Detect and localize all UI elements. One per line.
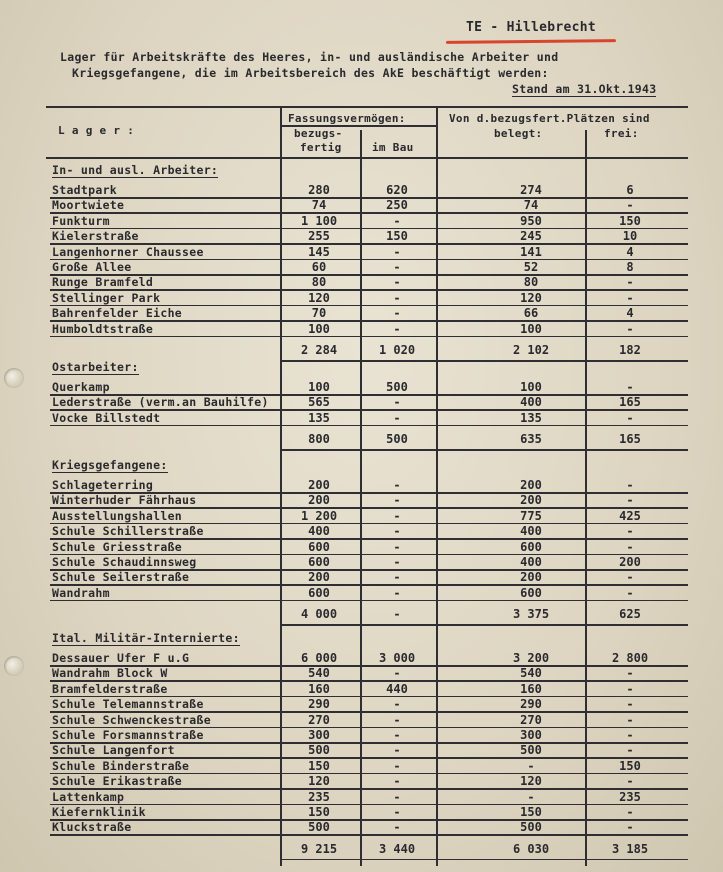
camp-name: Lattenkamp (52, 789, 125, 804)
ready-value: 100 (308, 321, 330, 336)
free-value: - (626, 290, 634, 305)
total-rule (280, 624, 688, 626)
ready-value: 120 (308, 290, 330, 305)
camp-name: Schule Schillerstraße (52, 524, 204, 539)
occupied-value: 120 (520, 774, 542, 789)
construction-value: - (393, 666, 401, 681)
occupied-value: 200 (520, 493, 542, 508)
construction-value: - (393, 585, 401, 600)
free-value: - (626, 805, 634, 819)
construction-value: - (393, 275, 401, 290)
occupied-value: 274 (520, 183, 542, 197)
free-value: 10 (622, 229, 638, 244)
table-top-rule (46, 106, 688, 108)
camp-name: Schule Seilerstraße (52, 570, 190, 585)
free-header: frei: (604, 127, 639, 140)
camp-name: Stellinger Park (52, 290, 161, 305)
total-occupied: 2 102 (512, 343, 550, 357)
construction-value: - (393, 306, 401, 321)
camp-name: Humboldtstraße (52, 321, 154, 336)
construction-value: 440 (386, 681, 408, 696)
occupied-value: - (527, 758, 535, 773)
free-value: 425 (619, 508, 641, 523)
construction-value: - (393, 774, 401, 789)
occupied-value: 540 (520, 666, 542, 681)
camp-name: Winterhuder Fährhaus (52, 493, 197, 508)
camp-name: Runge Bramfeld (52, 275, 154, 290)
occupied-value: 290 (520, 697, 542, 712)
construction-value: - (393, 290, 401, 305)
construction-value: - (393, 820, 401, 835)
capacity-header: Fassungsvermögen: (288, 112, 406, 125)
occupied-value: 3 200 (512, 651, 550, 665)
construction-value: 620 (386, 183, 408, 197)
construction-value: 500 (386, 380, 408, 394)
camp-name: Schule Schaudinnsweg (52, 555, 197, 569)
occupied-value: 500 (520, 820, 542, 835)
camp-name: Wandrahm Block W (52, 666, 168, 681)
col-rule-occupied (436, 106, 438, 866)
camp-name: Schlageterring (52, 478, 154, 492)
camp-name: Querkamp (52, 380, 110, 394)
occupied-value: 600 (520, 539, 542, 554)
report-date: Stand am 31.Okt.1943 (512, 82, 657, 96)
construction-value: - (393, 789, 401, 804)
section-title: Ostarbeiter: (52, 360, 139, 374)
occupied-value: 400 (520, 395, 542, 410)
construction-value: 3 000 (378, 651, 416, 665)
total-rule (280, 449, 688, 451)
total-rule (280, 360, 688, 362)
construction-value: 150 (386, 229, 408, 244)
ready-value: 200 (308, 493, 330, 508)
camp-name: Funkturm (52, 213, 110, 228)
punch-hole (4, 368, 24, 388)
ready-value: 270 (308, 712, 330, 727)
camp-name: Bramfelderstraße (52, 681, 168, 696)
construction-value: - (393, 478, 401, 492)
occupied-value: - (527, 789, 535, 804)
construction-value: - (393, 524, 401, 539)
construction-value: - (393, 410, 401, 425)
free-value: - (626, 820, 634, 835)
camp-name: Wandrahm (52, 585, 110, 600)
construction-value: - (393, 570, 401, 585)
free-value: - (626, 728, 634, 742)
free-value: 4 (626, 244, 634, 259)
occupied-value: 200 (520, 570, 542, 585)
ready-value: 255 (308, 229, 330, 244)
occupied-value: 400 (520, 524, 542, 539)
ready-header-1: bezugs- (294, 127, 343, 140)
construction-value: - (393, 697, 401, 712)
camp-name: Schule Telemannstraße (52, 697, 204, 712)
total-free: 625 (619, 607, 641, 622)
occupied-value: 500 (520, 743, 542, 758)
free-value: - (626, 524, 634, 539)
construction-header: im Bau (372, 141, 414, 154)
free-value: - (626, 774, 634, 789)
ready-value: 100 (308, 380, 330, 394)
ready-value: 600 (308, 555, 330, 569)
free-value: - (626, 198, 634, 213)
construction-value: - (393, 712, 401, 727)
free-value: - (626, 743, 634, 758)
occupied-value: 300 (520, 728, 542, 742)
free-value: 150 (619, 213, 641, 228)
total-rule (280, 859, 688, 861)
camp-name: Schule Griesstraße (52, 539, 183, 554)
construction-value: - (393, 244, 401, 259)
col-rule-free (585, 130, 587, 866)
total-occupied: 635 (520, 432, 542, 447)
camp-name: Kiefernklinik (52, 805, 146, 819)
ready-value: 300 (308, 728, 330, 742)
occupied-value: 66 (523, 306, 539, 321)
free-value: 6 (626, 183, 634, 197)
occupied-value: 74 (523, 198, 539, 213)
ready-value: 80 (311, 275, 327, 290)
occupied-value: 600 (520, 585, 542, 600)
ready-value: 565 (308, 395, 330, 410)
free-value: - (626, 681, 634, 696)
ready-value: 160 (308, 681, 330, 696)
total-ready: 2 284 (300, 343, 338, 357)
free-value: - (626, 570, 634, 585)
document-tag: TE - Hillebrecht (466, 20, 597, 35)
free-value: - (626, 380, 634, 394)
free-value: 165 (619, 395, 641, 410)
occupied-value: 52 (523, 260, 539, 274)
ready-value: 600 (308, 539, 330, 554)
total-construction: - (393, 607, 401, 622)
construction-value: - (393, 321, 401, 336)
total-ready: 800 (308, 432, 330, 447)
section-title: Kriegsgefangene: (52, 458, 168, 472)
ready-value: 150 (308, 805, 330, 819)
occupied-value: 950 (520, 213, 542, 228)
section-title: Ital. Militär-Internierte: (52, 631, 240, 645)
occupied-value: 150 (520, 805, 542, 819)
occupied-value: 135 (520, 410, 542, 425)
ready-value: 500 (308, 743, 330, 758)
camp-name: Große Allee (52, 260, 132, 274)
construction-value: 250 (386, 198, 408, 213)
occupied-value: 245 (520, 229, 542, 244)
total-ready: 9 215 (300, 841, 338, 856)
free-value: - (626, 697, 634, 712)
construction-value: - (393, 555, 401, 569)
camp-name: Kluckstraße (52, 820, 132, 835)
occupied-value: 270 (520, 712, 542, 727)
free-value: - (626, 666, 634, 681)
title-line-1: Lager für Arbeitskräfte des Heeres, in- und ausländische Arbeiter und (60, 50, 559, 64)
ready-value: 120 (308, 774, 330, 789)
ready-value: 60 (311, 260, 327, 274)
camp-name: Ausstellungshallen (52, 508, 183, 523)
ready-value: 290 (308, 697, 330, 712)
total-occupied: 6 030 (512, 841, 550, 856)
occupied-value: 80 (523, 275, 539, 290)
free-value: - (626, 712, 634, 727)
construction-value: - (393, 539, 401, 554)
construction-value: - (393, 213, 401, 228)
ready-value: 600 (308, 585, 330, 600)
camp-name: Vocke Billstedt (52, 410, 161, 425)
construction-value: - (393, 508, 401, 523)
camp-name: Moortwiete (52, 198, 125, 213)
ready-value: 6 000 (300, 651, 338, 665)
construction-value: - (393, 395, 401, 410)
col-rule-ready (280, 106, 282, 866)
capacity-sub-rule (280, 125, 436, 127)
ready-value: 1 200 (300, 508, 338, 523)
ready-value: 70 (311, 306, 327, 321)
total-occupied: 3 375 (512, 607, 550, 622)
ready-value: 400 (308, 524, 330, 539)
construction-value: - (393, 758, 401, 773)
ready-value: 145 (308, 244, 330, 259)
row-rule (50, 600, 688, 602)
row-rule (50, 425, 688, 427)
total-free: 182 (619, 343, 641, 357)
ready-value: 500 (308, 820, 330, 835)
total-free: 3 185 (611, 841, 649, 856)
free-value: 4 (626, 306, 634, 321)
occupied-value: 400 (520, 555, 542, 569)
ready-header-2: fertig (300, 141, 342, 154)
construction-value: - (393, 493, 401, 508)
section-title: In- und ausl. Arbeiter: (52, 163, 219, 177)
punch-hole (4, 656, 24, 676)
camp-name: Lederstraße (verm.an Bauhilfe) (52, 395, 269, 410)
free-value: - (626, 585, 634, 600)
row-rule (50, 336, 688, 338)
free-value: 200 (619, 555, 641, 569)
occupied-value: 200 (520, 478, 542, 492)
free-value: 8 (626, 260, 634, 274)
free-value: - (626, 539, 634, 554)
total-construction: 3 440 (378, 841, 416, 856)
occupied-header: belegt: (494, 127, 543, 140)
camp-name: Langenhorner Chaussee (52, 244, 204, 259)
occupied-value: 100 (520, 321, 542, 336)
camp-name: Schule Binderstraße (52, 758, 190, 773)
camp-name: Kielerstraße (52, 229, 139, 244)
camp-name: Schule Forsmannstraße (52, 728, 204, 742)
red-underline (446, 39, 616, 44)
ready-value: 1 100 (300, 213, 338, 228)
free-value: - (626, 478, 634, 492)
camp-name: Schule Langenfort (52, 743, 175, 758)
occupied-value: 160 (520, 681, 542, 696)
ready-value: 235 (308, 789, 330, 804)
ready-value: 150 (308, 758, 330, 773)
free-value: 2 800 (611, 651, 649, 665)
occupied-value: 775 (520, 508, 542, 523)
occupancy-header: Von d.bezugsfert.Plätzen sind (449, 112, 650, 125)
ready-value: 280 (308, 183, 330, 197)
camp-name: Dessauer Ufer F u.G (52, 651, 190, 665)
total-construction: 1 020 (378, 343, 416, 357)
ready-value: 74 (311, 198, 327, 213)
ready-value: 200 (308, 570, 330, 585)
lager-header: L a g e r : (58, 124, 135, 137)
construction-value: - (393, 728, 401, 742)
occupied-value: 141 (520, 244, 542, 259)
occupied-value: 100 (520, 380, 542, 394)
ready-value: 540 (308, 666, 330, 681)
total-ready: 4 000 (300, 607, 338, 622)
free-value: - (626, 275, 634, 290)
header-bottom-rule (46, 157, 688, 159)
total-construction: 500 (386, 432, 408, 447)
construction-value: - (393, 260, 401, 274)
construction-value: - (393, 743, 401, 758)
free-value: 150 (619, 758, 641, 773)
ready-value: 135 (308, 410, 330, 425)
camp-name: Schule Schwenckestraße (52, 712, 211, 727)
total-free: 165 (619, 432, 641, 447)
free-value: - (626, 410, 634, 425)
row-rule (50, 834, 688, 836)
camp-name: Schule Erikastraße (52, 774, 183, 789)
free-value: - (626, 493, 634, 508)
camp-name: Stadtpark (52, 183, 118, 197)
ready-value: 200 (308, 478, 330, 492)
occupied-value: 120 (520, 290, 542, 305)
title-line-2: Kriegsgefangene, die im Arbeitsbereich des AkE beschäftigt werden: (72, 66, 549, 80)
free-value: - (626, 321, 634, 336)
construction-value: - (393, 805, 401, 819)
free-value: 235 (619, 789, 641, 804)
camp-name: Bahrenfelder Eiche (52, 306, 183, 321)
